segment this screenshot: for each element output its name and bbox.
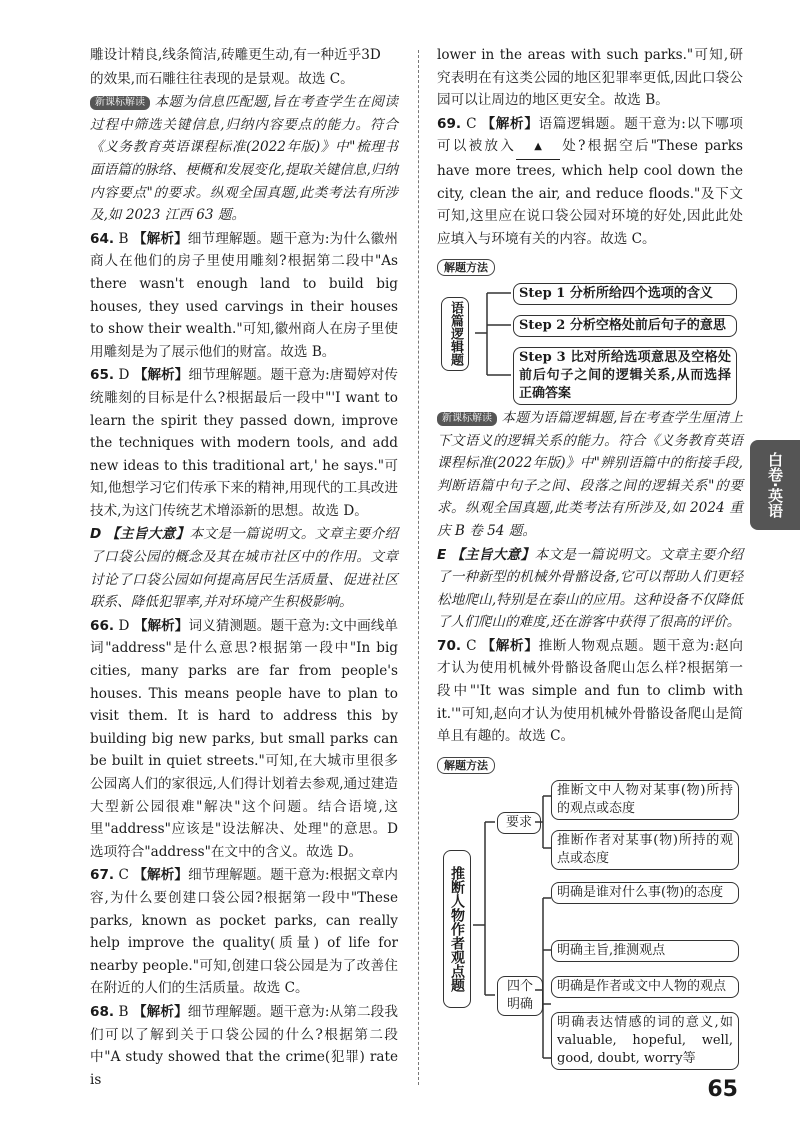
answer-letter: B [118, 1003, 129, 1020]
answer-69 [437, 113, 743, 251]
analysis-tag: 【解析】 [481, 637, 539, 654]
analysis-text: 细节理解题。题干意为:从第二段我们可以了解到关于口袋公园的什么?根据第二段中"A study showed that the crime(犯罪) rate is [90, 1003, 398, 1088]
analysis-tag: 【解析】 [133, 367, 189, 384]
diagram2-group-requirements: 要求 [497, 812, 541, 834]
answer-65 [90, 364, 398, 522]
page-number: 65 [707, 1077, 738, 1102]
question-number: 69. [437, 115, 462, 132]
question-number: 66. [90, 617, 115, 634]
question-number: 70. [437, 637, 462, 654]
method-badge: 解题方法 [437, 757, 495, 774]
method-diagram-1 [437, 283, 743, 401]
analysis-tag: 【解析】 [133, 867, 189, 884]
intro-line-2: 的效果,而石雕往往表现的是景观。故选 C。 [90, 70, 354, 87]
subject-side-tab: 白卷·英语 [750, 440, 800, 530]
gist-e [437, 544, 743, 634]
diagram2-root: 推断人物作者观点题 [443, 850, 471, 1008]
diagram1-step-1: Step 1 分析所给四个选项的含义 [513, 283, 737, 305]
method-badge: 解题方法 [437, 259, 495, 276]
answer-67 [90, 864, 398, 1000]
answer-70 [437, 635, 743, 748]
answer-66 [90, 615, 398, 864]
method-badge-row-2 [437, 754, 743, 777]
diagram2-item-6: 明确表达情感的词的意义,如valuable, hopeful, well, good, doubt, worry等 [551, 1012, 739, 1070]
gist-tag: 【主旨大意】 [450, 546, 535, 563]
answer-letter: D [118, 617, 130, 634]
diagram2-item-3: 明确是谁对什么事(物)的态度 [551, 882, 739, 904]
answer-64 [90, 228, 398, 364]
passage-letter: E [437, 546, 447, 563]
question-number: 68. [90, 1003, 115, 1020]
answer-letter: B [118, 230, 129, 247]
answer-letter: C [466, 637, 477, 654]
method-badge-row-1 [437, 256, 743, 279]
curriculum-badge: 新课标解读 [437, 412, 497, 426]
diagram2-item-1: 推断文中人物对某事(物)所持的观点或态度 [551, 780, 739, 820]
question-number: 67. [90, 867, 115, 884]
gist-text: 本文是一篇说明文。文章主要介绍了一种新型的机械外骨骼设备,它可以帮助人们更轻松地爬山,特别是在泰山的应用。这种设备不仅降低了人们爬山的难度,还在游客中获得了很高的评价。 [437, 546, 744, 631]
analysis-tag: 【解析】 [481, 115, 539, 132]
method-diagram-2 [437, 780, 743, 1080]
analysis-text: 词义猜测题。题干意为:文中画线单词"address"是什么意思?根据第一段中"In big cities, many parks are far from people's houses. This means people have to plan to visit them. It is hard to address this by building big new parks, but small parks can be built in quiet streets."可知,在大城市里很多公园离人们的家很远,人们得计划着去参观,通过建造大型新公园很难"解决"这个问题。结合语境,这里"address"应该是"设法解决、处理"的意思。D 选项符合"address"在文中的含义。故选 D。 [90, 617, 399, 860]
gist-tag: 【主旨大意】 [105, 526, 190, 543]
diagram1-root: 语篇逻辑题 [441, 297, 469, 371]
column-divider [418, 50, 419, 1085]
analysis-text: 语篇逻辑题。题干意为:以下哪项可以被放入 [437, 115, 743, 155]
gist-text: 本文是一篇说明文。文章主要介绍了口袋公园的概念及其在城市社区中的作用。文章讨论了口袋公园如何提高居民生活质量、促进社区联系、降低犯罪率,并对环境产生积极影响。 [90, 526, 399, 611]
analysis-text: 细节理解题。题干意为:为什么徽州商人在他们的房子里使用雕刻?根据第二段中"As there wasn't enough land to build big houses, they used carvings in their houses to show their wealth."可知,徽州商人在房子里使用雕刻是为了展示他们的财富。故选 B。 [90, 230, 398, 360]
curriculum-note-text: 本题为语篇逻辑题,旨在考查学生厘清上下文语义的逻辑关系的能力。符合《义务教育英语课程标准(2022年版)》中"辨别语篇中的衔接手段,判断语篇中句子之间、段落之间的逻辑关系"的要求。纵观全国真题,此类考法有所涉及,如 2024 重庆 B 卷 54 题。 [437, 409, 743, 539]
curriculum-note-text: 本题为信息匹配题,旨在考查学生在阅读过程中筛选关键信息,归纳内容要点的能力。符合《义务教育英语课程标准(2022年版)》中"梳理书面语篇的脉络、梗概和发展变化,提取关键信息,归纳内容要点"的要求。纵观全国真题,此类考法有所涉及,如 2023 江西 63 题。 [90, 94, 398, 224]
triangle-icon: ▲ [534, 141, 542, 153]
curriculum-badge: 新课标解读 [90, 96, 150, 110]
intro-line-1: 雕设计精良,线条简洁,砖雕更生动,有一种近乎3D [90, 47, 381, 63]
analysis-text: 细节理解题。题干意为:根据文章内容,为什么要创建口袋公园?根据第一段中"These parks, known as pocket parks, can really help improve the quality(质量) of life for nearby people."可知,创建口袋公园是为了改善住在附近的人们的生活质量。故选 C。 [90, 867, 398, 997]
analysis-text: 处?根据空后"These parks have more trees, which help cool down the city, clean the air, and reduce floods."及下文可知,这里应在说口袋公园对环境的好处,因此此处应填入与环境有关的内容。故选 C。 [437, 138, 743, 247]
gist-d [90, 523, 398, 613]
passage-letter: D [90, 526, 102, 543]
analysis-text: 细节理解题。题干意为:唐蜀婷对传统雕刻的目标是什么?根据最后一段中"'I want to learn the spirit they passed down, improve the techniques with modern tools, and add new ideas to this traditional art,' he says."可知,他想学习它们传承下来的精神,用现代的工具改进技术,为这门传统艺术增添新的思想。故选 D。 [90, 367, 399, 519]
curriculum-note-2 [437, 407, 743, 543]
diagram2-item-2: 推断作者对某事(物)所持的观点或态度 [551, 830, 739, 870]
diagram1-step-3: Step 3 比对所给选项意思及空格处前后句子之间的逻辑关系,从而选择正确答案 [513, 347, 737, 405]
curriculum-note-1 [90, 91, 398, 227]
analysis-tag: 【解析】 [132, 230, 188, 247]
answer-letter: C [466, 115, 477, 132]
analysis-text: 推断人物观点题。题干意为:赵向才认为使用机械外骨骼设备爬山怎么样?根据第一段中"'It was simple and fun to climb with it.'"可知,赵向才认为使用机械外骨骼设备爬山是简单且有趣的。故选 C。 [437, 637, 743, 745]
left-column [90, 44, 398, 1092]
right-column [437, 44, 743, 1080]
analysis-tag: 【解析】 [133, 617, 189, 634]
analysis-tag: 【解析】 [132, 1003, 188, 1020]
answer-letter: C [118, 867, 129, 884]
question-number: 64. [90, 230, 115, 247]
answer-68-continued: lower in the areas with such parks."可知,研究表明在有这类公园的地区犯罪率更低,因此口袋公园可以让周边的地区更安全。故选 B。 [437, 47, 743, 109]
diagram2-group-four-clarify: 四个明确 [497, 976, 543, 1016]
answer-letter: D [118, 367, 130, 384]
diagram2-item-5: 明确是作者或文中人物的观点 [551, 976, 739, 998]
diagram1-step-2: Step 2 分析空格处前后句子的意思 [513, 315, 737, 337]
blank-marker [516, 135, 560, 160]
answer-68 [90, 1001, 398, 1091]
diagram1-brace [473, 283, 513, 401]
diagram2-item-4: 明确主旨,推测观点 [551, 940, 739, 962]
question-number: 65. [90, 367, 115, 384]
